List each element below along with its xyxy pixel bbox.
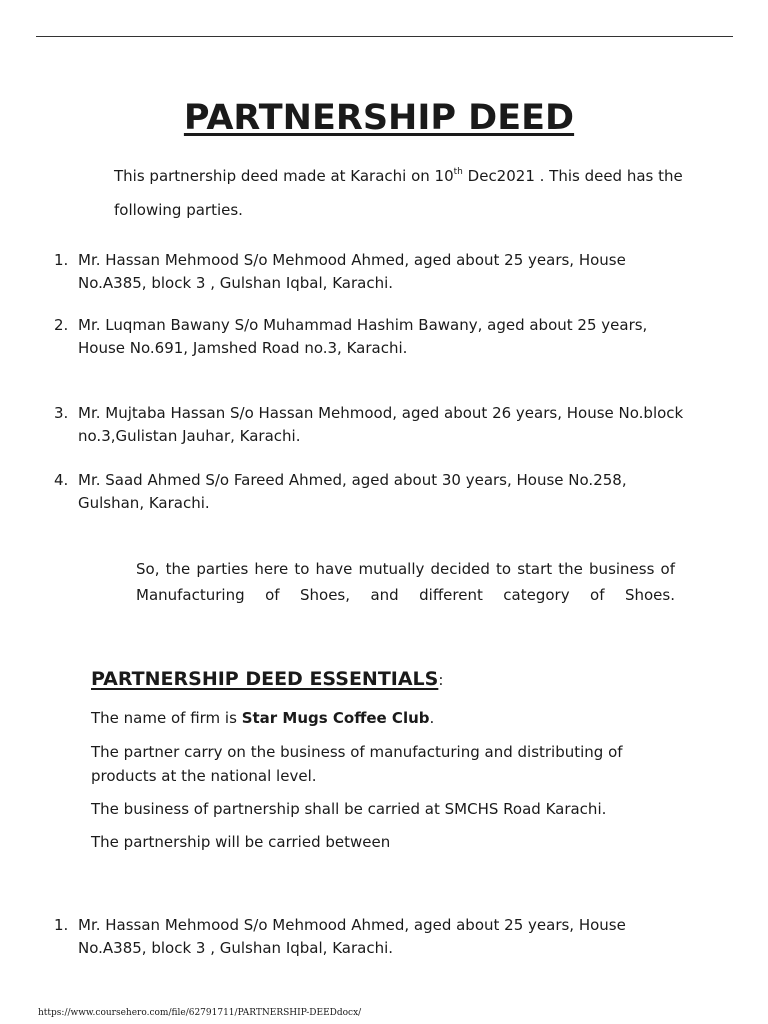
footer-url: https://www.coursehero.com/file/62791711/PARTNERSHIP-DEEDdocx/ bbox=[38, 1008, 362, 1018]
firm-name-paragraph: The name of firm is Star Mugs Coffee Club. bbox=[91, 709, 435, 727]
list-number: 4. bbox=[54, 471, 69, 489]
list-text: Mr. Hassan Mehmood S/o Mehmood Ahmed, aged about 25 years, House No.A385, block 3 , Gulshan Iqbal, Karachi. bbox=[78, 251, 626, 292]
list-number: 3. bbox=[54, 404, 69, 422]
business-paragraph: The partner carry on the business of manufacturing and distributing of products at the national level. bbox=[91, 743, 623, 785]
list-item bbox=[54, 914, 694, 960]
list-text: Mr. Mujtaba Hassan S/o Hassan Mehmood, aged about 26 years, House No.block no.3,Gulistan Jauhar, Karachi. bbox=[78, 404, 684, 445]
list-item bbox=[54, 249, 694, 295]
summary-paragraph: So, the parties here to have mutually decided to start the business of Manufacturing of Shoes, and different category of Shoes. bbox=[136, 560, 675, 604]
list-item bbox=[54, 402, 694, 448]
essentials-heading: PARTNERSHIP DEED ESSENTIALS: bbox=[91, 668, 444, 690]
list-number: 1. bbox=[54, 251, 69, 269]
top-rule bbox=[36, 36, 733, 37]
firm-name: Star Mugs Coffee Club bbox=[241, 709, 430, 727]
document-title: PARTNERSHIP DEED bbox=[183, 98, 575, 138]
list-text: Mr. Saad Ahmed S/o Fareed Ahmed, aged about 30 years, House No.258, Gulshan, Karachi. bbox=[78, 471, 627, 512]
between-paragraph: The partnership will be carried between bbox=[91, 833, 391, 851]
location-paragraph: The business of partnership shall be carried at SMCHS Road Karachi. bbox=[91, 800, 607, 818]
list-item bbox=[54, 469, 694, 515]
list-number: 2. bbox=[54, 316, 69, 334]
list-text: Mr. Luqman Bawany S/o Muhammad Hashim Bawany, aged about 25 years, House No.691, Jamshed Road no.3, Karachi. bbox=[78, 316, 648, 357]
list-number: 1. bbox=[54, 916, 69, 934]
list-item bbox=[54, 314, 694, 360]
list-text: Mr. Hassan Mehmood S/o Mehmood Ahmed, aged about 25 years, House No.A385, block 3 , Gulshan Iqbal, Karachi. bbox=[78, 916, 626, 957]
intro-paragraph: This partnership deed made at Karachi on 10th Dec2021 . This deed has the following parties. bbox=[114, 167, 683, 219]
